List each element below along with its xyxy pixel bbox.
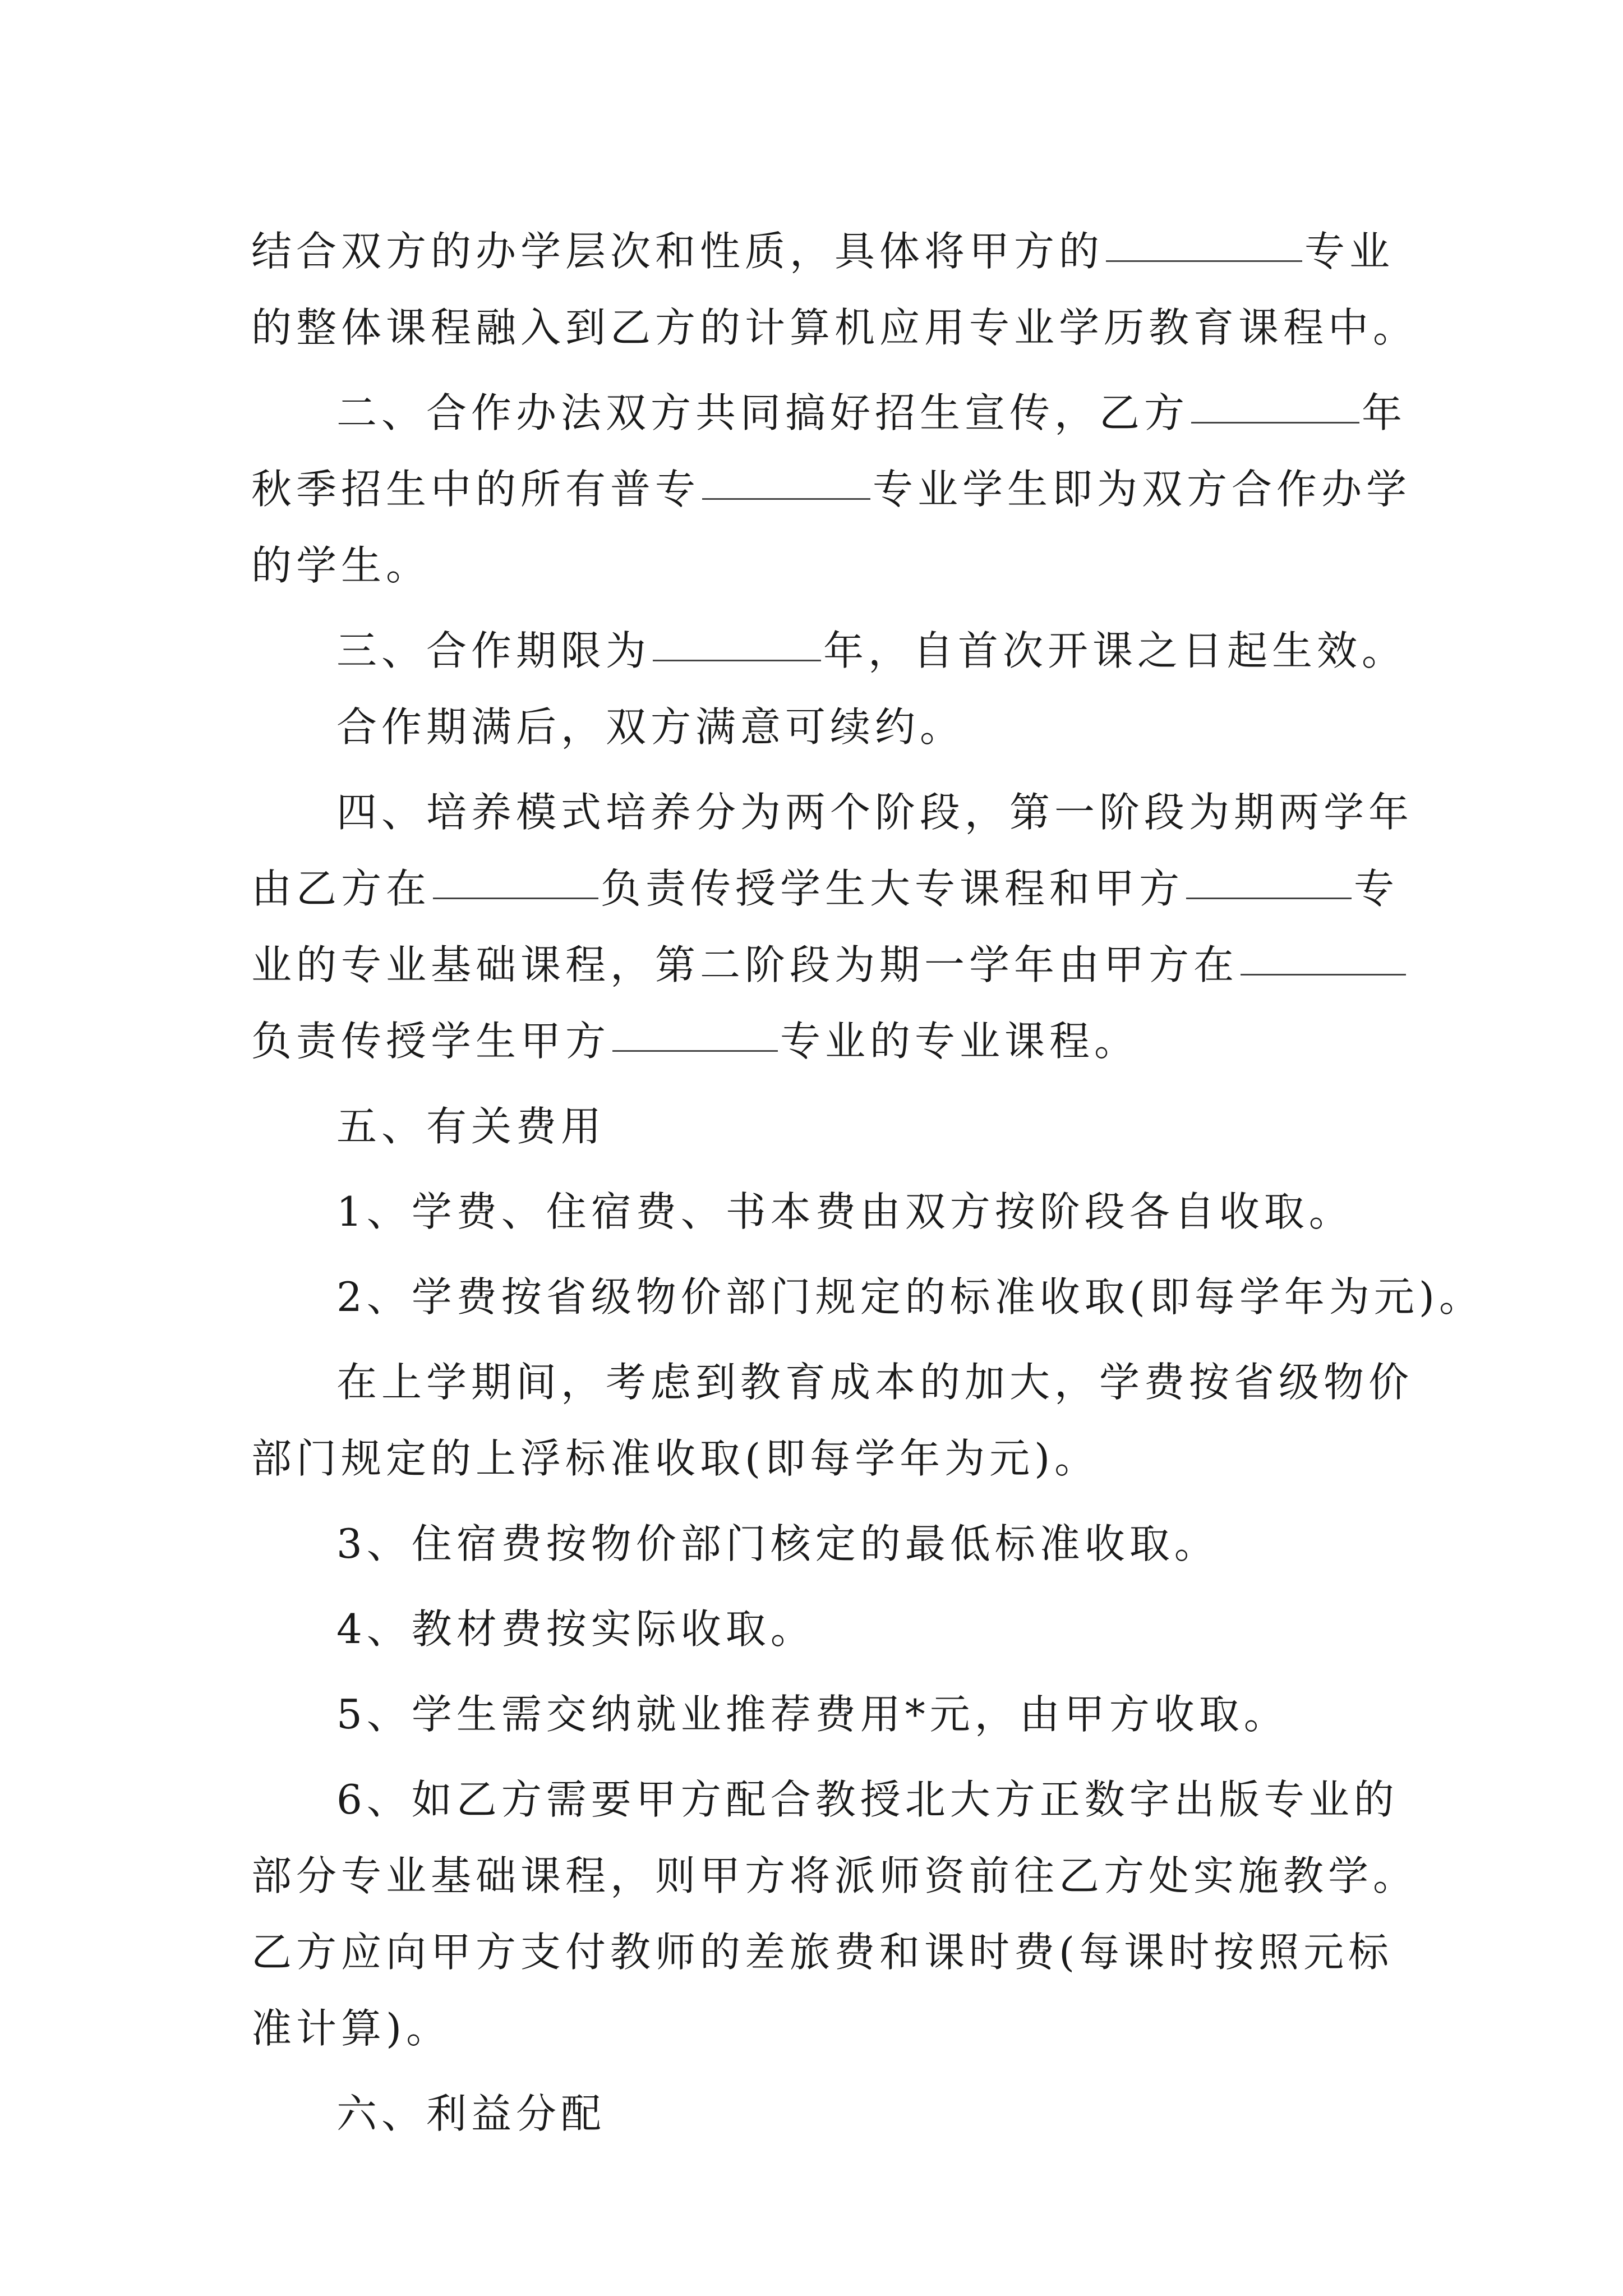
- fill-in-blank: [1186, 858, 1352, 899]
- line-text: 负责传授学生大专课程和甲方: [601, 865, 1184, 912]
- paragraph-line: [251, 1259, 1484, 1335]
- paragraph-line: [251, 1344, 1414, 1420]
- line-text: 专业: [1304, 228, 1395, 275]
- line-text: 专业的专业课程。: [780, 1018, 1140, 1065]
- paragraph-line: [251, 927, 1390, 1003]
- line-text: 专: [1354, 865, 1399, 912]
- paragraph-line: [251, 213, 1395, 289]
- line-text: 二、合作办法双方共同搞好招生宣传，乙方: [336, 389, 1189, 436]
- fill-in-blank: [1191, 383, 1359, 424]
- line-text: 年，自首次开课之日起生效。: [823, 627, 1407, 674]
- line-text: 5、学生需交纳就业推荐费用*元，由甲方收取。: [336, 1691, 1289, 1738]
- paragraph-line: [251, 1838, 1418, 1914]
- line-text: 业的专业基础课程，第二阶段为期一学年由甲方在: [251, 941, 1239, 988]
- paragraph-line: [251, 850, 1399, 927]
- line-text: 的整体课程融入到乙方的计算机应用专业学历教育课程中。: [251, 304, 1418, 351]
- line-text: 1、学费、住宿费、书本费由双方按阶段各自收取。: [336, 1188, 1354, 1235]
- line-text: 五、有关费用: [336, 1103, 606, 1150]
- document-body: [251, 213, 1484, 2152]
- line-text: 准计算)。: [251, 2005, 451, 2052]
- paragraph-line: [251, 1761, 1399, 1838]
- line-text: 由乙方在: [251, 865, 431, 912]
- fill-in-blank: [653, 620, 821, 661]
- fill-in-blank: [612, 1011, 778, 1052]
- line-text: 负责传授学生甲方: [251, 1018, 611, 1065]
- paragraph-line: [251, 527, 1390, 604]
- line-text: 四、培养模式培养分为两个阶段，第一阶段为期两学年: [336, 789, 1414, 836]
- paragraph-line: [251, 1914, 1394, 1990]
- paragraph-line: [251, 1174, 1390, 1250]
- line-text: 6、如乙方需要甲方配合教授北大方正数字出版专业的: [336, 1776, 1399, 1823]
- paragraph-line: [251, 1506, 1390, 1582]
- line-text: 2、学费按省级物价部门规定的标准收取(即每学年为元)。: [336, 1273, 1484, 1320]
- paragraph-line: [251, 1420, 1390, 1497]
- line-text: 秋季招生中的所有普专: [251, 466, 700, 513]
- line-text: 年: [1362, 389, 1407, 436]
- paragraph-line: [251, 774, 1414, 850]
- line-text: 专业学生即为双方合作办学: [873, 466, 1412, 513]
- paragraph-line: [251, 289, 1418, 366]
- section-heading: [251, 2076, 1390, 2152]
- fill-in-blank: [702, 459, 870, 500]
- line-text: 三、合作期限为: [336, 627, 651, 674]
- line-text: 六、利益分配: [336, 2090, 606, 2137]
- line-text: 4、教材费按实际收取。: [336, 1605, 815, 1653]
- fill-in-blank: [433, 858, 598, 899]
- paragraph-line: [251, 451, 1412, 527]
- paragraph-line: [251, 613, 1407, 689]
- line-text: 在上学期间，考虑到教育成本的加大，学费按省级物价: [336, 1359, 1414, 1406]
- fill-in-blank: [1241, 935, 1406, 976]
- line-text: 结合双方的办学层次和性质，具体将甲方的: [251, 228, 1104, 275]
- paragraph-line: [251, 1591, 1390, 1667]
- line-text: 的学生。: [251, 542, 431, 589]
- line-text: 合作期满后，双方满意可续约。: [336, 703, 965, 751]
- line-text: 部分专业基础课程，则甲方将派师资前往乙方处实施教学。: [251, 1852, 1418, 1899]
- paragraph-line: [251, 1003, 1390, 1079]
- paragraph-line: [251, 1990, 1390, 2067]
- paragraph-line: [251, 1676, 1390, 1752]
- line-text: 乙方应向甲方支付教师的差旅费和课时费(每课时按照元标: [251, 1929, 1394, 1976]
- paragraph-line: [251, 375, 1407, 451]
- section-heading: [251, 1088, 1390, 1165]
- line-text: 部门规定的上浮标准收取(即每学年为元)。: [251, 1435, 1100, 1482]
- paragraph-line: [251, 689, 1390, 765]
- line-text: 3、住宿费按物价部门核定的最低标准收取。: [336, 1520, 1219, 1567]
- fill-in-blank: [1106, 221, 1302, 262]
